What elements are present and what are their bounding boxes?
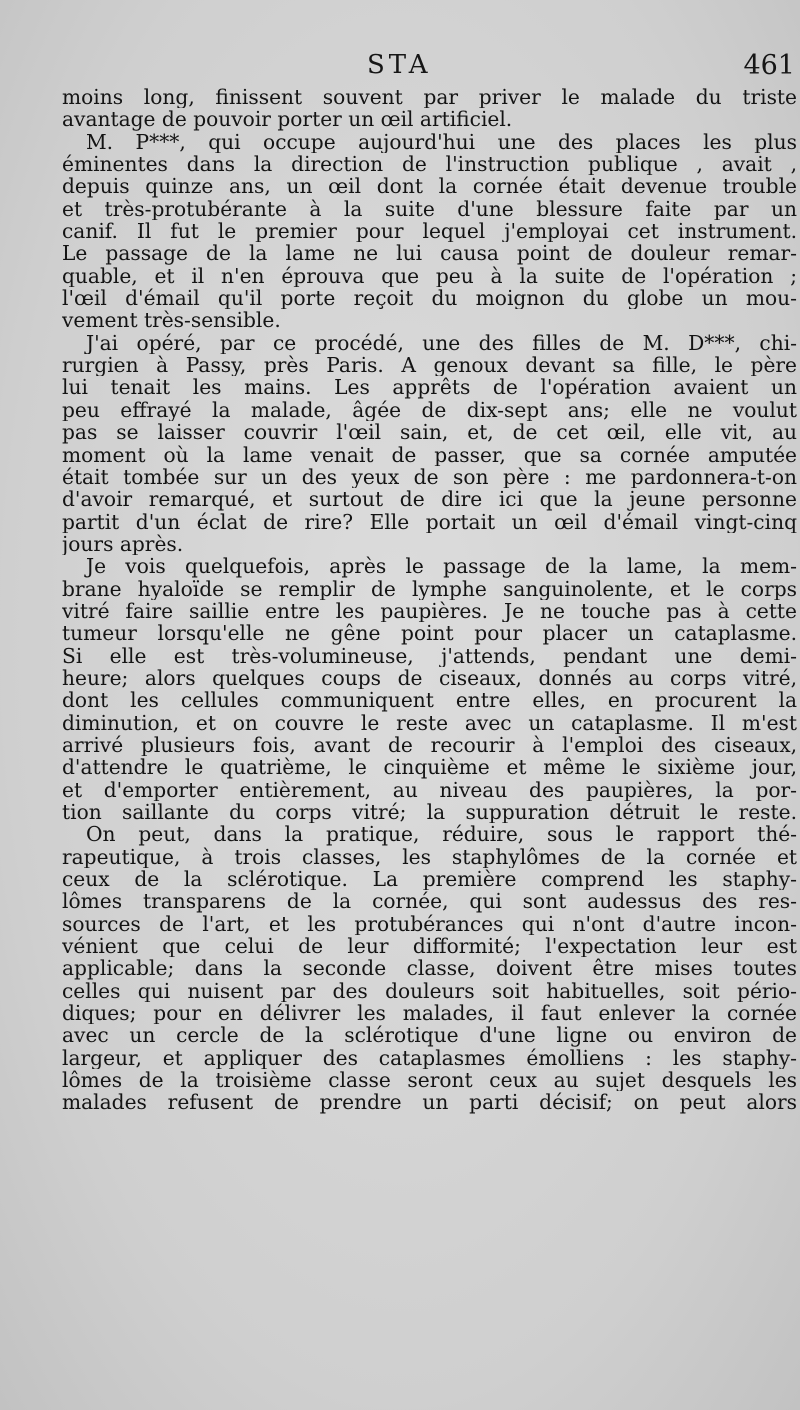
- text-line: avantage de pouvoir porter un œil artificiel.: [62, 108, 513, 131]
- text-line: quable, et il n'en éprouva que peu à la suite de l'opération ;: [62, 264, 797, 288]
- text-line: d'avoir remarqué, et surtout de dire ici que la jeune personne: [62, 488, 797, 511]
- text-line: arrivé plusieurs fois, avant de recourir à l'emploi des ciseaux,: [62, 733, 797, 757]
- text-line: partit d'un éclat de rire? Elle portait un œil d'émail vingt-cinq: [62, 510, 797, 533]
- text-line: tumeur lorsqu'elle ne gêne point pour placer un cataplasme.: [62, 622, 797, 645]
- text-line: largeur, et appliquer des cataplasmes émolliens : les staphy-: [62, 1046, 797, 1070]
- text-line: moins long, finissent souvent par priver le malade du triste: [62, 86, 797, 109]
- text-line: vement très-sensible.: [62, 309, 281, 332]
- text-line: M. P***, qui occupe aujourd'hui une des places les plus: [86, 130, 797, 154]
- text-line: lômes de la troisième classe seront ceux au sujet desquels les: [62, 1069, 797, 1092]
- text-line: brane hyaloïde se remplir de lymphe sanguinolente, et le corps: [62, 577, 797, 600]
- page-header: [62, 50, 797, 84]
- text-line: Le passage de la lame ne lui causa point de douleur remar-: [62, 242, 797, 265]
- text-line: Je vois quelquefois, après le passage de la lame, la mem-: [86, 555, 797, 578]
- text-line: ceux de la sclérotique. La première comprend les staphy-: [62, 868, 797, 891]
- text-line: Si elle est très-volumineuse, j'attends, pendant une demi-: [62, 644, 797, 667]
- text-line: malades refusent de prendre un parti décisif; on peut alors: [62, 1091, 797, 1114]
- text-line: avec un cercle de la sclérotique d'une ligne ou environ de: [62, 1024, 797, 1047]
- text-line: J'ai opéré, par ce procédé, une des filles de M. D***, chi-: [86, 331, 797, 355]
- text-line: vénient que celui de leur difformité; l'expectation leur est: [62, 935, 797, 958]
- text-line: peu effrayé la malade, âgée de dix-sept ans; elle ne voulut: [62, 398, 797, 422]
- running-head: STA: [367, 50, 432, 80]
- text-line: l'œil d'émail qu'il porte reçoit du moignon du globe un mou-: [62, 287, 797, 310]
- text-line: canif. Il fut le premier pour lequel j'employai cet instrument.: [62, 220, 797, 243]
- text-line: applicable; dans la seconde classe, doivent être mises toutes: [62, 957, 797, 980]
- text-line: rurgien à Passy, près Paris. A genoux devant sa fille, le père: [62, 354, 797, 377]
- text-line: diques; pour en délivrer les malades, il faut enlever la cornée: [62, 1002, 797, 1025]
- text-line: et très-protubérante à la suite d'une blessure faite par un: [62, 197, 797, 221]
- text-line: celles qui nuisent par des douleurs soit habituelles, soit pério-: [62, 979, 797, 1003]
- text-line: et d'emporter entièrement, au niveau des paupières, la por-: [62, 778, 797, 801]
- page-number: 461: [743, 50, 795, 81]
- text-line: dont les cellules communiquent entre elles, en procurent la: [62, 689, 797, 712]
- text-line: tion saillante du corps vitré; la suppuration détruit le reste.: [62, 801, 797, 824]
- text-line: depuis quinze ans, un œil dont la cornée était devenue trouble: [62, 175, 797, 198]
- text-line: lui tenait les mains. Les apprêts de l'opération avaient un: [62, 376, 797, 399]
- text-line: jours après.: [62, 532, 184, 556]
- text-line: pas se laisser couvrir l'œil sain, et, de cet œil, elle vit, au: [62, 421, 797, 444]
- text-line: d'attendre le quatrième, le cinquième et même le sixième jour,: [62, 756, 797, 779]
- text-line: était tombée sur un des yeux de son père : me pardonnera-t-on: [62, 465, 797, 489]
- text-line: On peut, dans la pratique, réduire, sous le rapport thé-: [86, 823, 797, 846]
- text-line: moment où la lame venait de passer, que sa cornée amputée: [62, 443, 797, 466]
- text-line: vitré faire saillie entre les paupières. Je ne touche pas à cette: [62, 599, 797, 623]
- text-line: lômes transparens de la cornée, qui sont audessus des res-: [62, 890, 797, 913]
- text-line: heure; alors quelques coups de ciseaux, donnés au corps vitré,: [62, 666, 797, 690]
- text-line: éminentes dans la direction de l'instruction publique , avait ,: [62, 153, 797, 176]
- text-line: rapeutique, à trois classes, les staphylômes de la cornée et: [62, 845, 797, 869]
- body-text: [62, 86, 797, 1114]
- text-line: diminution, et on couvre le reste avec un cataplasme. Il m'est: [62, 711, 797, 734]
- text-line: sources de l'art, et les protubérances qui n'ont d'autre incon-: [62, 912, 797, 936]
